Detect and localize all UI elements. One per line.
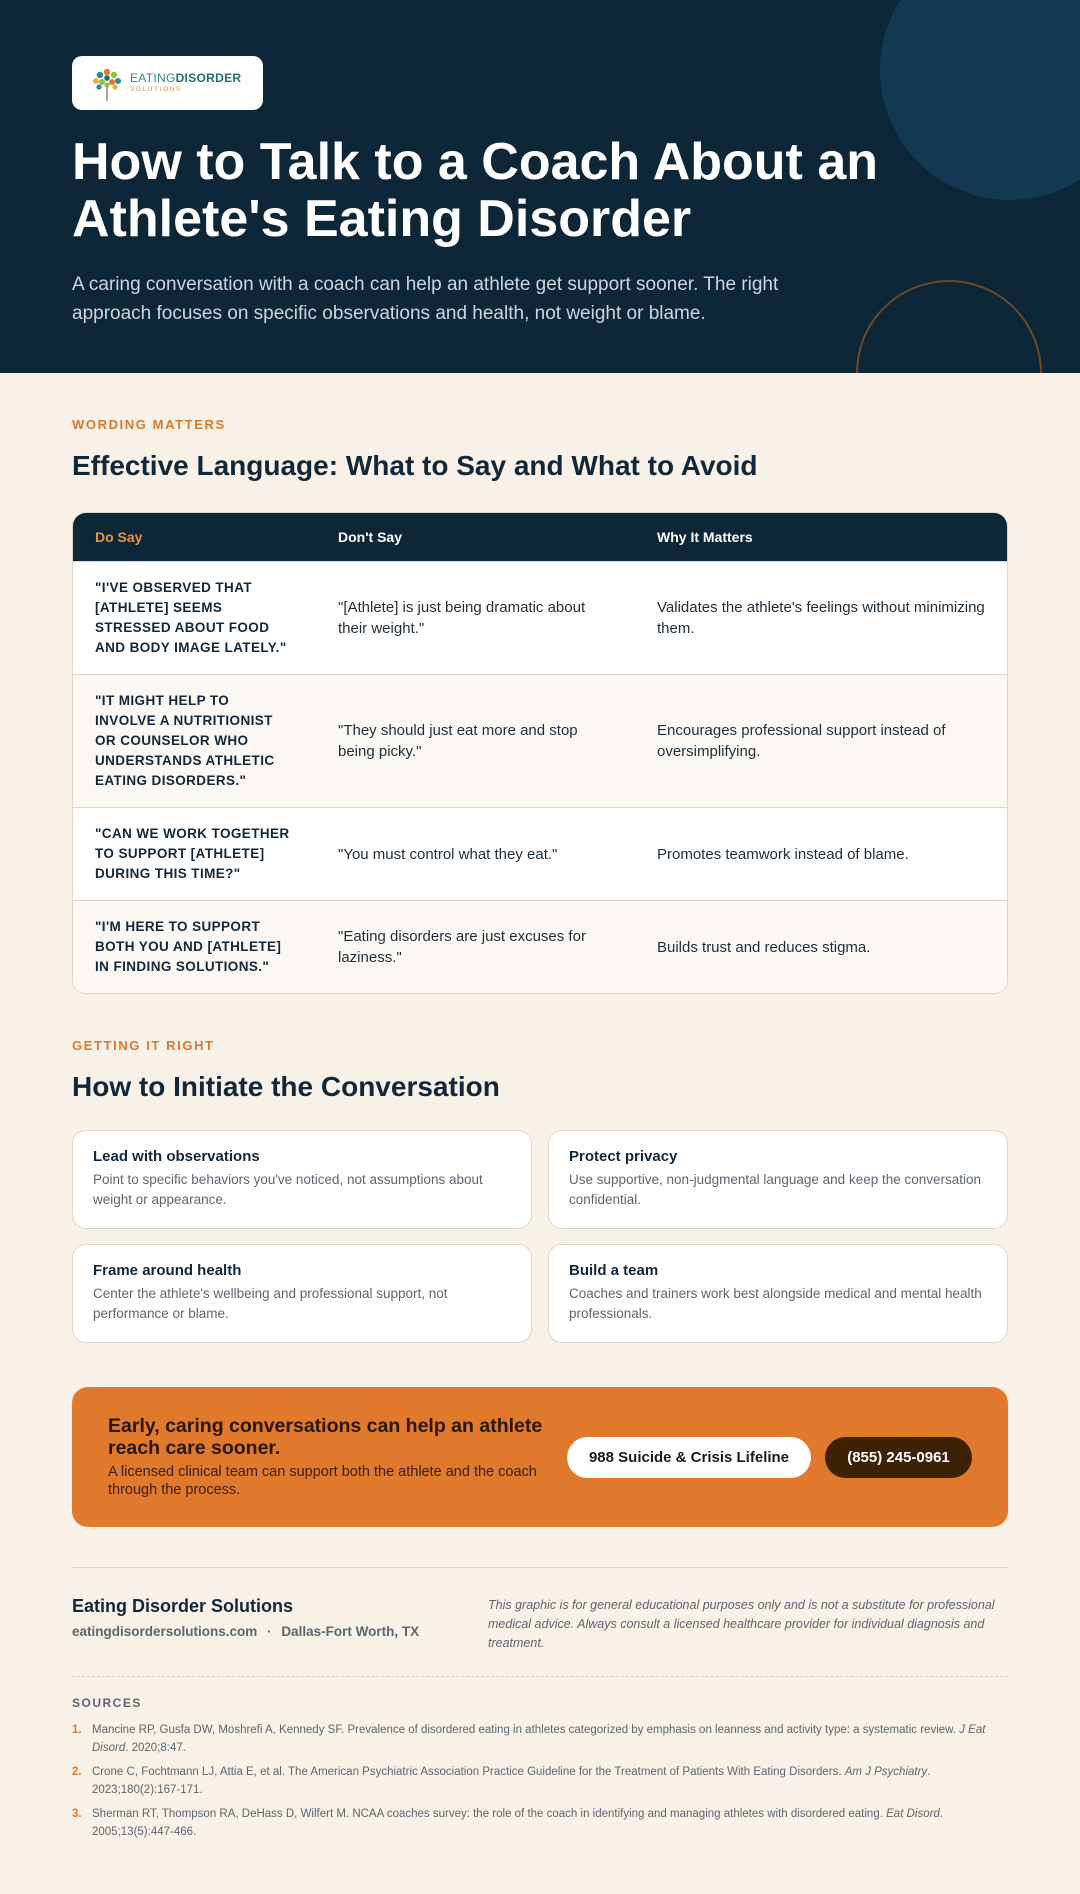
dont-say-cell: "They should just eat more and stop being picky." xyxy=(316,674,635,807)
phone-call-button[interactable]: (855) 245-0961 xyxy=(825,1437,972,1478)
logo-subtitle: SOLUTIONS xyxy=(130,86,182,94)
logo[interactable] xyxy=(72,56,263,110)
page-title: How to Talk to a Coach About an Athlete's Eating Disorder xyxy=(72,133,878,248)
why-cell: Promotes teamwork instead of blame. xyxy=(635,807,1007,900)
table-header-row xyxy=(73,513,1007,561)
tip-title: Build a team xyxy=(569,1262,659,1279)
section-title: How to Initiate the Conversation xyxy=(72,1071,500,1102)
dont-say-cell: "Eating disorders are just excuses for laziness." xyxy=(316,900,635,993)
source-number: 3. xyxy=(72,1808,82,1820)
cta-title: Early, caring conversations can help an athlete reach care sooner. xyxy=(108,1415,543,1459)
column-header-why: Why It Matters xyxy=(635,513,1007,561)
column-header-do-say: Do Say xyxy=(73,513,316,561)
section-eyebrow: WORDING MATTERS xyxy=(72,417,226,432)
tip-text: Coaches and trainers work best alongside medical and mental health professionals. xyxy=(569,1286,982,1321)
do-say-cell: "I'M HERE TO SUPPORT BOTH YOU AND [ATHLETE] IN FINDING SOLUTIONS." xyxy=(73,900,316,993)
meta-separator: · xyxy=(267,1624,272,1639)
dont-say-cell: "[Athlete] is just being dramatic about their weight." xyxy=(316,561,635,674)
source-number: 2. xyxy=(72,1766,82,1778)
why-cell: Builds trust and reduces stigma. xyxy=(635,900,1007,993)
sources-list xyxy=(72,1721,1008,1841)
why-cell: Encourages professional support instead of oversimplifying. xyxy=(635,674,1007,807)
source-item xyxy=(72,1805,1008,1841)
page-subtitle: A caring conversation with a coach can help an athlete get support sooner. The right approach focuses on specific observations and health, not weight or blame. xyxy=(72,274,779,324)
tip-card xyxy=(548,1244,1008,1343)
source-item xyxy=(72,1721,1008,1757)
do-say-cell: "IT MIGHT HELP TO INVOLVE A NUTRITIONIST OR COUNSELOR WHO UNDERSTANDS ATHLETIC EATING DISORDERS." xyxy=(73,674,316,807)
sources-divider xyxy=(72,1676,1008,1677)
tip-card xyxy=(548,1130,1008,1229)
disclaimer: This graphic is for general educational purposes only and is not a substitute for professional medical advice. Always consult a licensed healthcare provider for individual diagnosis and treatment. xyxy=(488,1598,995,1650)
source-text: Sherman RT, Thompson RA, DeHass D, Wilfert M. NCAA coaches survey: the role of the coach in identifying and managing athletes with disordered eating. xyxy=(92,1808,883,1820)
crisis-lifeline-button[interactable]: 988 Suicide & Crisis Lifeline xyxy=(567,1437,811,1478)
tip-text: Point to specific behaviors you've noticed, not assumptions about weight or appearance. xyxy=(93,1172,483,1207)
table-row xyxy=(73,900,1007,993)
section-eyebrow: GETTING IT RIGHT xyxy=(72,1038,215,1053)
source-journal: Am J Psychiatry xyxy=(844,1766,928,1778)
language-section xyxy=(0,373,1080,994)
source-citation: . 2020;8:47. xyxy=(125,1742,186,1754)
tip-card xyxy=(72,1130,532,1229)
website-link[interactable]: eatingdisordersolutions.com xyxy=(72,1624,258,1639)
location: Dallas-Fort Worth, TX xyxy=(281,1624,420,1639)
source-text: Crone C, Fochtmann LJ, Attia E, et al. The American Psychiatric Association Practice Guideline for the Treatment of Patients With Eating Disorders. xyxy=(92,1766,842,1778)
decorative-ring xyxy=(856,280,1042,373)
hero-header xyxy=(0,0,1080,373)
tip-title: Frame around health xyxy=(93,1262,242,1279)
tips-grid xyxy=(72,1130,1008,1343)
do-say-cell: "CAN WE WORK TOGETHER TO SUPPORT [ATHLETE] DURING THIS TIME?" xyxy=(73,807,316,900)
tip-text: Center the athlete's wellbeing and professional support, not performance or blame. xyxy=(93,1286,448,1321)
logo-name: EATINGDISORDER xyxy=(130,71,242,86)
table-row xyxy=(73,561,1007,674)
tip-title: Lead with observations xyxy=(93,1148,260,1165)
org-meta xyxy=(72,1624,488,1639)
source-citation: . 2023;180(2):167-171. xyxy=(92,1766,931,1796)
dont-say-cell: "You must control what they eat." xyxy=(316,807,635,900)
cta-subtitle: A licensed clinical team can support both the athlete and the coach through the process. xyxy=(108,1464,537,1498)
tree-icon xyxy=(90,64,124,102)
tip-card xyxy=(72,1244,532,1343)
tip-text: Use supportive, non-judgmental language and keep the conversation confidential. xyxy=(569,1172,982,1207)
org-name: Eating Disorder Solutions xyxy=(72,1596,294,1616)
do-say-cell: "I'VE OBSERVED THAT [ATHLETE] SEEMS STRESSED ABOUT FOOD AND BODY IMAGE LATELY." xyxy=(73,561,316,674)
table-row xyxy=(73,807,1007,900)
column-header-dont-say: Don't Say xyxy=(316,513,635,561)
cta-banner xyxy=(72,1387,1008,1527)
source-item xyxy=(72,1763,1008,1799)
source-journal: J Eat Disord xyxy=(92,1724,986,1754)
source-number: 1. xyxy=(72,1724,82,1736)
language-table xyxy=(72,512,1008,994)
tip-title: Protect privacy xyxy=(569,1148,678,1165)
table-row xyxy=(73,674,1007,807)
decorative-circle xyxy=(880,0,1080,200)
source-journal: Eat Disord xyxy=(886,1808,940,1820)
sources-label: SOURCES xyxy=(72,1696,142,1710)
footer xyxy=(0,1527,1080,1841)
source-citation: . 2005;13(5):447-466. xyxy=(92,1808,944,1838)
initiate-section xyxy=(0,994,1080,1343)
source-text: Mancine RP, Gusfa DW, Moshrefi A, Kennedy SF. Prevalence of disordered eating in athletes categorized by emphasis on leanness and activity type: a systematic review. xyxy=(92,1724,957,1736)
why-cell: Validates the athlete's feelings without minimizing them. xyxy=(635,561,1007,674)
section-title: Effective Language: What to Say and What to Avoid xyxy=(72,450,758,481)
